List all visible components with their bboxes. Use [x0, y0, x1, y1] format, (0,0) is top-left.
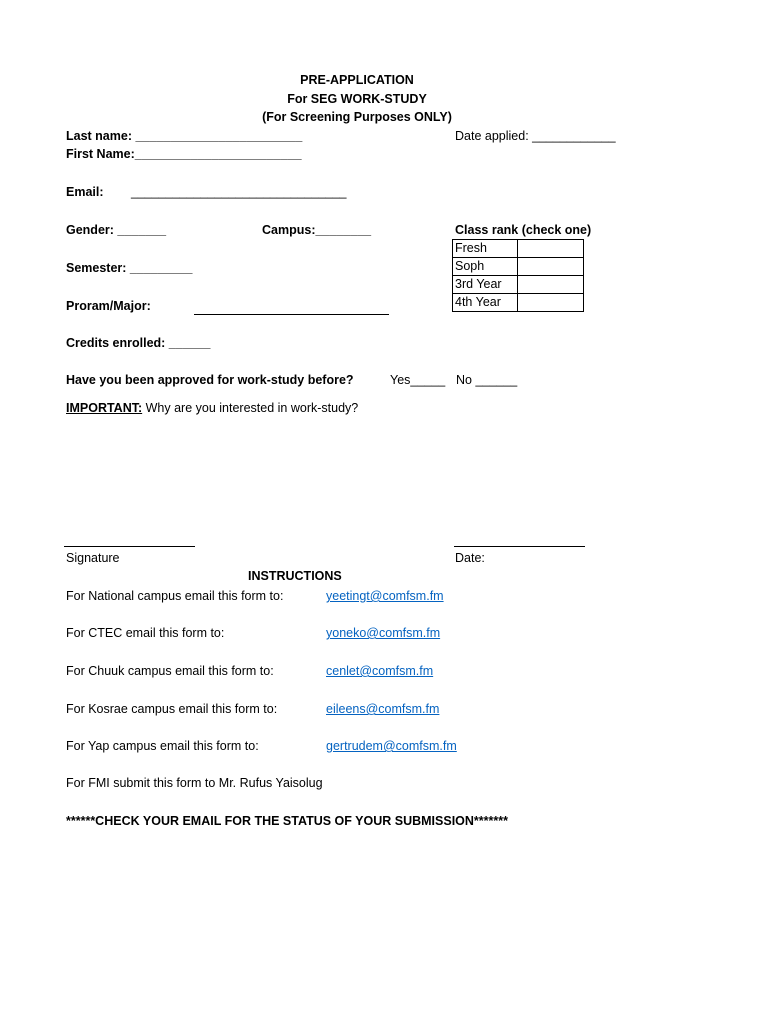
credits-field[interactable]: Credits enrolled: ______ [66, 336, 211, 350]
approved-question: Have you been approved for work-study before? [66, 373, 354, 387]
class-rank-row [453, 276, 584, 294]
class-rank-label: Fresh [453, 240, 518, 258]
date-applied-field[interactable]: Date applied: ____________ [455, 129, 616, 143]
last-name-field[interactable]: Last name: ________________________ [66, 129, 303, 143]
interest-answer-area[interactable] [66, 420, 586, 540]
class-rank-table [452, 239, 584, 312]
class-rank-checkbox-fresh[interactable] [518, 240, 584, 258]
date-label: Date: [455, 551, 485, 565]
class-rank-label: 4th Year [453, 294, 518, 312]
email-link-kosrae[interactable]: eileens@comfsm.fm [326, 702, 440, 716]
signature-label: Signature [66, 551, 120, 565]
important-prompt [66, 400, 358, 416]
class-rank-label: Soph [453, 258, 518, 276]
instruction-text-kosrae: For Kosrae campus email this form to: [66, 702, 278, 716]
email-link-chuuk[interactable]: cenlet@comfsm.fm [326, 664, 434, 678]
email-link-ctec[interactable]: yoneko@comfsm.fm [326, 626, 441, 640]
class-rank-row [453, 258, 584, 276]
form-title: PRE-APPLICATION [300, 73, 414, 87]
class-rank-label: 3rd Year [453, 276, 518, 294]
class-rank-row [453, 240, 584, 258]
form-note: (For Screening Purposes ONLY) [262, 110, 452, 124]
email-field[interactable]: _______________________________ [131, 185, 347, 199]
instruction-text-national: For National campus email this form to: [66, 589, 284, 603]
class-rank-checkbox-soph[interactable] [518, 258, 584, 276]
campus-field[interactable]: Campus:________ [262, 223, 372, 237]
instructions-title: INSTRUCTIONS [248, 569, 342, 583]
class-rank-title: Class rank (check one) [455, 223, 592, 237]
class-rank-checkbox-3rd-year[interactable] [518, 276, 584, 294]
status-notice: ******CHECK YOUR EMAIL FOR THE STATUS OF YOUR SUBMISSION******* [66, 814, 508, 828]
important-label: IMPORTANT: [66, 401, 143, 415]
gender-field[interactable]: Gender: _______ [66, 223, 167, 237]
signature-line[interactable] [64, 546, 195, 547]
important-question: Why are you interested in work-study? [142, 401, 359, 415]
approved-no-field[interactable]: No ______ [456, 373, 518, 387]
program-blank-line[interactable] [194, 314, 389, 315]
first-name-field[interactable]: First Name:________________________ [66, 147, 302, 161]
fmi-instruction: For FMI submit this form to Mr. Rufus Yaisolug [66, 776, 323, 790]
email-link-yap[interactable]: gertrudem@comfsm.fm [326, 739, 457, 753]
instruction-text-ctec: For CTEC email this form to: [66, 626, 225, 640]
class-rank-row [453, 294, 584, 312]
class-rank-checkbox-4th-year[interactable] [518, 294, 584, 312]
semester-field[interactable]: Semester: _________ [66, 261, 193, 275]
approved-yes-field[interactable]: Yes_____ [390, 373, 446, 387]
email-label: Email: [66, 185, 104, 199]
program-label: Proram/Major: [66, 299, 151, 313]
form-subtitle: For SEG WORK-STUDY [287, 92, 427, 106]
email-link-national[interactable]: yeetingt@comfsm.fm [326, 589, 444, 603]
instruction-text-yap: For Yap campus email this form to: [66, 739, 259, 753]
instruction-text-chuuk: For Chuuk campus email this form to: [66, 664, 274, 678]
date-line[interactable] [454, 546, 585, 547]
